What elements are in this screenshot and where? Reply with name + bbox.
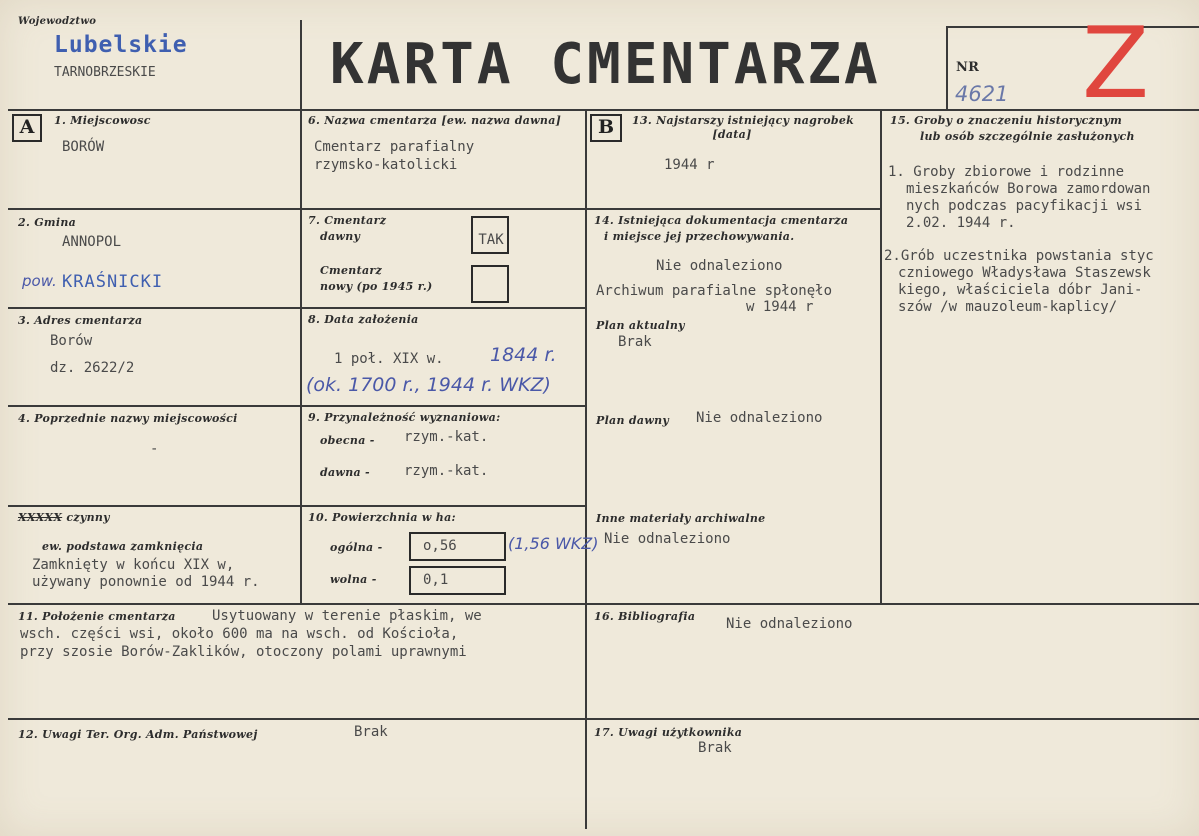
field-3-line2: dz. 2622/2 — [50, 360, 135, 376]
field-10-total-value: o,56 — [423, 538, 457, 554]
field-5-line1: Zamknięty w końcu XIX w, — [32, 557, 235, 573]
grid-line — [8, 109, 1199, 111]
field-8-value: 1 poł. XIX w. — [334, 351, 444, 367]
field-3-line1: Borów — [50, 333, 93, 349]
grid-line — [8, 208, 882, 210]
field-14-line1: Nie odnaleziono — [656, 258, 783, 274]
field-12-value: Brak — [354, 724, 388, 740]
field-9-former-value: rzym.-kat. — [404, 463, 489, 479]
county-value: KRAŚNICKI — [62, 272, 164, 292]
field-13-value: 1944 r — [664, 157, 715, 173]
field-8-label: 8. Data założenia — [308, 313, 419, 326]
grid-line — [585, 718, 1199, 720]
field-12-label: 12. Uwagi Ter. Org. Adm. Państwowej — [18, 728, 258, 741]
grid-line — [8, 405, 586, 407]
other-materials-label: Inne materiały archiwalne — [596, 512, 766, 525]
field-3-label: 3. Adres cmentarza — [18, 314, 143, 327]
other-materials-value: Nie odnaleziono — [604, 531, 731, 547]
field-13-sublabel: [data] — [712, 128, 752, 141]
field-9-former-label: dawna - — [320, 466, 370, 479]
nr-label: NR — [956, 60, 980, 75]
field-4-label: 4. Poprzednie nazwy miejscowości — [18, 412, 238, 425]
plan-current-label: Plan aktualny — [596, 319, 685, 332]
field-11-line3: przy szosie Borów-Zaklików, otoczony polami uprawnymi — [20, 644, 467, 660]
grid-line — [300, 109, 302, 604]
field-6-line2: rzymsko-katolicki — [314, 157, 458, 173]
field-16-label: 16. Bibliografia — [594, 610, 696, 623]
field-15-label: 15. Groby o znaczeniu historycznym — [890, 114, 1123, 127]
new-cemetery-checkbox[interactable] — [471, 265, 509, 303]
field-11-line2: wsch. części wsi, około 600 ma na wsch. od Kościoła, — [20, 626, 459, 642]
grave-1-line3: nych podczas pacyfikacji wsi — [906, 198, 1143, 214]
voivodeship-stamp: Lubelskie — [54, 32, 188, 58]
field-16-value: Nie odnaleziono — [726, 616, 853, 632]
field-1-value: BORÓW — [62, 139, 105, 155]
field-4-value: - — [150, 441, 159, 457]
field-7-old-label: dawny — [320, 230, 361, 243]
field-17-value: Brak — [698, 740, 732, 756]
field-5-label-row — [18, 511, 110, 524]
grid-line — [300, 20, 302, 110]
grid-line — [880, 109, 882, 604]
field-9-current-label: obecna - — [320, 434, 375, 447]
grave-2-line1: 2.Grób uczestnika powstania styc — [884, 248, 1154, 264]
section-a-letter: A — [19, 116, 35, 138]
field-14-label: 14. Istniejąca dokumentacja cmentarza — [594, 214, 849, 227]
grave-2-line3: kiego, właściciela dóbr Jani- — [898, 282, 1143, 298]
field-11-line1: Usytuowany w terenie płaskim, we — [212, 608, 482, 624]
field-10-total-label: ogólna - — [330, 541, 383, 554]
voivodeship-label: Wojewodztwo — [18, 16, 97, 27]
field-6-label: 6. Nazwa cmentarza [ew. nazwa dawna] — [308, 114, 562, 127]
field-17-label: 17. Uwagi użytkownika — [594, 726, 743, 739]
grave-2-line2: czniowego Władysława Staszewsk — [898, 265, 1151, 281]
historic-graves-list — [884, 163, 1197, 323]
field-8-hand-note: (ok. 1700 r., 1944 r. WKZ) — [306, 374, 551, 396]
field-10-label: 10. Powierzchnia w ha: — [308, 511, 456, 524]
category-letter: Z — [1082, 7, 1150, 121]
field-15-sublabel: lub osób szczególnie zasłużonych — [920, 130, 1135, 143]
grave-2-line4: szów /w mauzoleum-kaplicy/ — [898, 299, 1118, 315]
field-8-hand-year: 1844 r. — [490, 344, 557, 366]
plan-current-value: Brak — [618, 334, 652, 350]
field-5-label: czynny — [66, 511, 110, 524]
grave-1-line2: mieszkańców Borowa zamordowan — [906, 181, 1151, 197]
grave-1-line1: 1. Groby zbiorowe i rodzinne — [888, 164, 1125, 180]
field-10-hand: (1,56 WKZ) — [508, 534, 599, 553]
field-13-label: 13. Najstarszy istniejący nagrobek — [632, 114, 855, 127]
grid-line — [8, 505, 586, 507]
card-title: KARTA CMENTARZA — [330, 32, 881, 97]
grid-line — [8, 718, 586, 720]
field-7-new-label: Cmentarz — [320, 264, 383, 277]
grid-line — [585, 109, 587, 829]
section-b-letter: B — [597, 116, 615, 138]
field-2-value: ANNOPOL — [62, 234, 122, 250]
field-2-label: 2. Gmina — [18, 216, 77, 229]
nr-value: 4621 — [955, 82, 1009, 106]
grid-line — [8, 603, 1199, 605]
field-10-free-label: wolna - — [330, 573, 377, 586]
field-7-new-sublabel: nowy (po 1945 r.) — [320, 280, 433, 293]
field-1-label: 1. Miejscowosc — [54, 114, 151, 127]
grave-1-line4: 2.02. 1944 r. — [906, 215, 1016, 231]
field-9-label: 9. Przynależność wyznaniowa: — [308, 411, 501, 424]
field-6-line1: Cmentarz parafialny — [314, 139, 475, 155]
field-14-line2: Archiwum parafialne spłonęło — [596, 283, 833, 299]
field-5-struck: XXXXX — [18, 511, 63, 524]
field-14-sublabel: i miejsce jej przechowywania. — [604, 230, 795, 243]
voivodeship-old: TARNOBRZESKIE — [54, 65, 156, 80]
field-14-line3: w 1944 r — [746, 299, 814, 315]
field-11-label: 11. Położenie cmentarza — [18, 610, 176, 623]
plan-old-value: Nie odnaleziono — [696, 410, 823, 426]
field-7-label: 7. Cmentarz — [308, 214, 387, 227]
grid-line — [8, 307, 586, 309]
old-cemetery-value: TAK — [478, 232, 504, 248]
grid-line — [946, 26, 1199, 28]
field-9-current-value: rzym.-kat. — [404, 429, 489, 445]
plan-old-label: Plan dawny — [596, 414, 670, 427]
field-5-sublabel: ew. podstawa zamknięcia — [42, 540, 204, 553]
field-5-line2: używany ponownie od 1944 r. — [32, 574, 260, 590]
county-label: pow. — [22, 272, 57, 290]
field-10-free-value: 0,1 — [423, 572, 449, 588]
